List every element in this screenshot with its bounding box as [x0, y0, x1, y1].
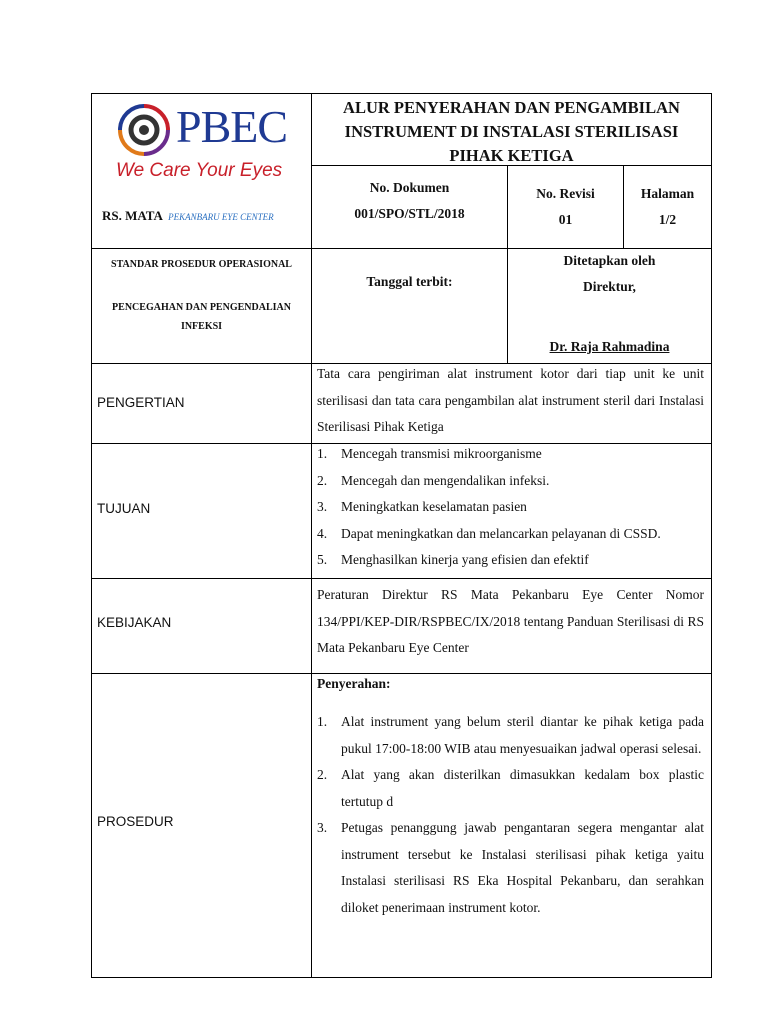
hospital-prefix: RS. MATA	[102, 208, 163, 223]
title-line-2: INSTRUMENT DI INSTALASI STERILISASI	[344, 122, 679, 141]
revision-label: No. Revisi	[536, 186, 595, 201]
ppi-line-2: INFEKSI	[180, 321, 223, 332]
list-item: 4. Dapat meningkatkan dan melancarkan pelayanan di CSSD.	[317, 525, 661, 541]
tagline: We Care Your Eyes	[116, 160, 283, 181]
approval-cell	[508, 248, 711, 300]
ppi-label	[92, 298, 311, 336]
set-by-label: Ditetapkan oleh	[563, 253, 656, 268]
document-title	[312, 96, 711, 168]
title-line-3: PIHAK KETIGA	[449, 146, 574, 165]
title-line-1: ALUR PENYERAHAN DAN PENGAMBILAN	[343, 98, 680, 117]
document-number-cell	[312, 175, 507, 227]
revision-value: 01	[558, 212, 573, 227]
eye-logo-icon	[114, 100, 174, 160]
sop-label: STANDAR PROSEDUR OPERASIONAL	[111, 259, 292, 270]
list-item: 5. Menghasilkan kinerja yang efisien dan efektif	[317, 552, 589, 567]
page-label: Halaman	[640, 186, 695, 201]
section-label-prosedur: PROSEDUR	[97, 814, 174, 829]
list-item: 1. Mencegah transmisi mikroorganisme	[317, 446, 542, 461]
prosedur-subheading: Penyerahan:	[317, 676, 391, 691]
doc-no-label: No. Dokumen	[369, 180, 450, 195]
list-item: 3. Meningkatkan keselamatan pasien	[317, 499, 527, 514]
page-cell	[624, 181, 711, 233]
tujuan-list	[317, 441, 704, 574]
revision-cell	[508, 181, 623, 233]
doc-no-value: 001/SPO/STL/2018	[354, 206, 465, 221]
director-name: Dr. Raja Rahmadina	[549, 339, 670, 354]
pengertian-text: Tata cara pengiriman alat instrument kotor dari tiap unit ke unit sterilisasi dan tata cara pengambilan alat instrument steril dari Instalasi Sterilisasi Pihak Ketiga	[317, 366, 704, 434]
page-value: 1/2	[658, 212, 677, 227]
director-title: Direktur,	[583, 279, 636, 294]
list-item: 1. Alat instrument yang belum steril diantar ke pihak ketiga pada pukul 17:00-18:00 WIB atau menyesuaikan jadwal operasi selesai.	[317, 714, 704, 756]
section-label-kebijakan: KEBIJAKAN	[97, 615, 172, 630]
logo-text: PBEC	[176, 101, 288, 152]
list-item: 2. Mencegah dan mengendalikan infeksi.	[317, 472, 550, 488]
list-item: 3. Petugas penanggung jawab pengantaran segera mengantar alat instrument tersebut ke Instalasi sterilisasi pihak ketiga yaitu Instalasi sterilisasi RS Eka Hospital Pekanbaru, dan serahkan diloket penerimaan instrument kotor.	[317, 820, 704, 915]
kebijakan-text: Peraturan Direktur RS Mata Pekanbaru Eye Center Nomor 134/PPI/KEP-DIR/RSPBEC/IX/2018 tentang Panduan Sterilisasi di RS Mata Pekanbaru Eye Center	[317, 587, 704, 655]
ppi-line-1: PENCEGAHAN DAN PENGENDALIAN	[112, 302, 291, 313]
hospital-name	[102, 208, 274, 224]
issue-date-label: Tanggal terbit:	[366, 274, 453, 289]
hospital-logo	[110, 94, 300, 186]
prosedur-list	[317, 709, 704, 921]
section-label-pengertian: PENGERTIAN	[97, 395, 185, 410]
hospital-full-name: PEKANBARU EYE CENTER	[168, 212, 274, 222]
list-item: 2. Alat yang akan disterilkan dimasukkan kedalam box plastic tertutup d	[317, 767, 704, 809]
section-label-tujuan: TUJUAN	[97, 501, 151, 516]
